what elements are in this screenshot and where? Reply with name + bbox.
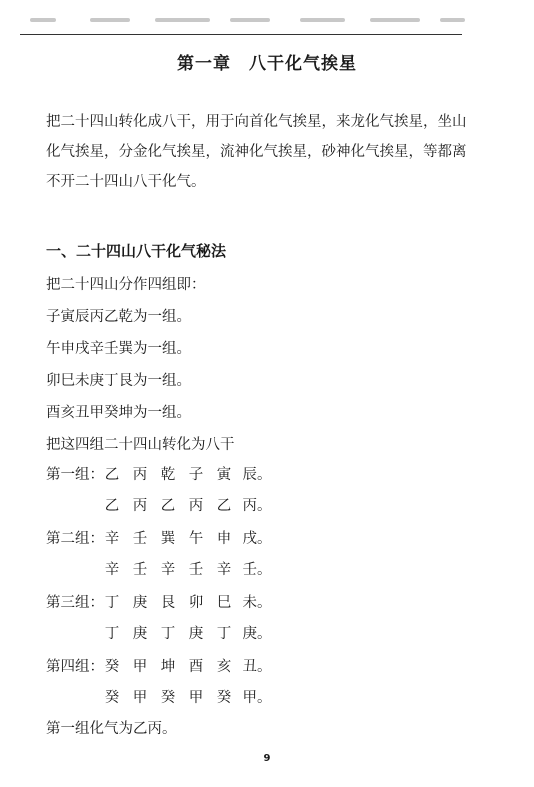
page-number: 9 [263, 753, 271, 764]
closing-line: 第一组化气为乙丙。 [46, 721, 177, 737]
group-cell: 癸 [216, 690, 232, 706]
group-cell: 庚 [132, 595, 148, 611]
group-cell: 丙 [188, 498, 204, 514]
group-cell: 子 [188, 467, 204, 483]
group-cell: 卯 [188, 595, 204, 611]
group-cell: 艮 [160, 595, 176, 611]
header-rule [20, 34, 462, 35]
group-cell: 丙 [132, 467, 148, 483]
group-cell: 申 [216, 531, 232, 547]
group-label: 第三组： [46, 595, 104, 611]
group-cell: 辛 [104, 562, 120, 578]
group-cell: 甲 [132, 690, 148, 706]
intro-paragraph: 把二十四山转化成八干，用于向首化气挨星，来龙化气挨星，坐山化气挨星，分金化气挨星，流神化气挨星，砂神化气挨星，等都离不开二十四山八干化气。 [46, 114, 467, 190]
section-heading: 一、二十四山八干化气秘法 [46, 242, 227, 260]
group-cell: 戌。 [242, 531, 272, 547]
group-cell: 巳 [216, 595, 232, 611]
text-line: 卯巳未庚丁艮为一组。 [46, 373, 191, 389]
group-cell: 庚 [188, 626, 204, 642]
group-cell: 甲。 [242, 690, 272, 706]
group-cell: 乙 [216, 498, 232, 514]
group-cell: 壬 [132, 531, 148, 547]
group-cell: 酉 [188, 659, 204, 675]
scan-artifacts [30, 18, 474, 28]
text-line: 酉亥丑甲癸坤为一组。 [46, 405, 191, 421]
group-cell: 丙。 [242, 498, 272, 514]
group-cell: 乙 [104, 467, 120, 483]
chapter-title: 第一章 八干化气挨星 [177, 54, 357, 74]
group-cell: 未。 [242, 595, 272, 611]
group-cell: 丑。 [242, 659, 272, 675]
group-cell: 寅 [216, 467, 232, 483]
group-cell: 亥 [216, 659, 232, 675]
group-cell: 辰。 [242, 467, 272, 483]
group-cell: 坤 [160, 659, 176, 675]
group-cell: 乙 [104, 498, 120, 514]
text-line: 子寅辰丙乙乾为一组。 [46, 309, 191, 325]
group-cell: 庚。 [242, 626, 272, 642]
group-cell: 甲 [132, 659, 148, 675]
group-cell: 壬 [132, 562, 148, 578]
group-cell: 庚 [132, 626, 148, 642]
group-cell: 乾 [160, 467, 176, 483]
group-cell: 壬 [188, 562, 204, 578]
text-line: 午申戌辛壬巽为一组。 [46, 341, 191, 357]
group-cell: 癸 [160, 690, 176, 706]
group-cell: 丁 [104, 626, 120, 642]
group-cell: 午 [188, 531, 204, 547]
group-cell: 丙 [132, 498, 148, 514]
group-label: 第四组： [46, 659, 104, 675]
group-cell: 丁 [104, 595, 120, 611]
group-label: 第一组： [46, 467, 104, 483]
group-cell: 巽 [160, 531, 176, 547]
text-line: 把二十四山分作四组即： [46, 277, 206, 293]
group-cell: 壬。 [242, 562, 272, 578]
group-cell: 癸 [104, 690, 120, 706]
group-cell: 甲 [188, 690, 204, 706]
group-label: 第二组： [46, 531, 104, 547]
group-cell: 丁 [160, 626, 176, 642]
group-cell: 辛 [104, 531, 120, 547]
group-cell: 辛 [216, 562, 232, 578]
group-cell: 辛 [160, 562, 176, 578]
group-cell: 癸 [104, 659, 120, 675]
text-line: 把这四组二十四山转化为八干 [46, 437, 235, 453]
group-cell: 丁 [216, 626, 232, 642]
group-cell: 乙 [160, 498, 176, 514]
